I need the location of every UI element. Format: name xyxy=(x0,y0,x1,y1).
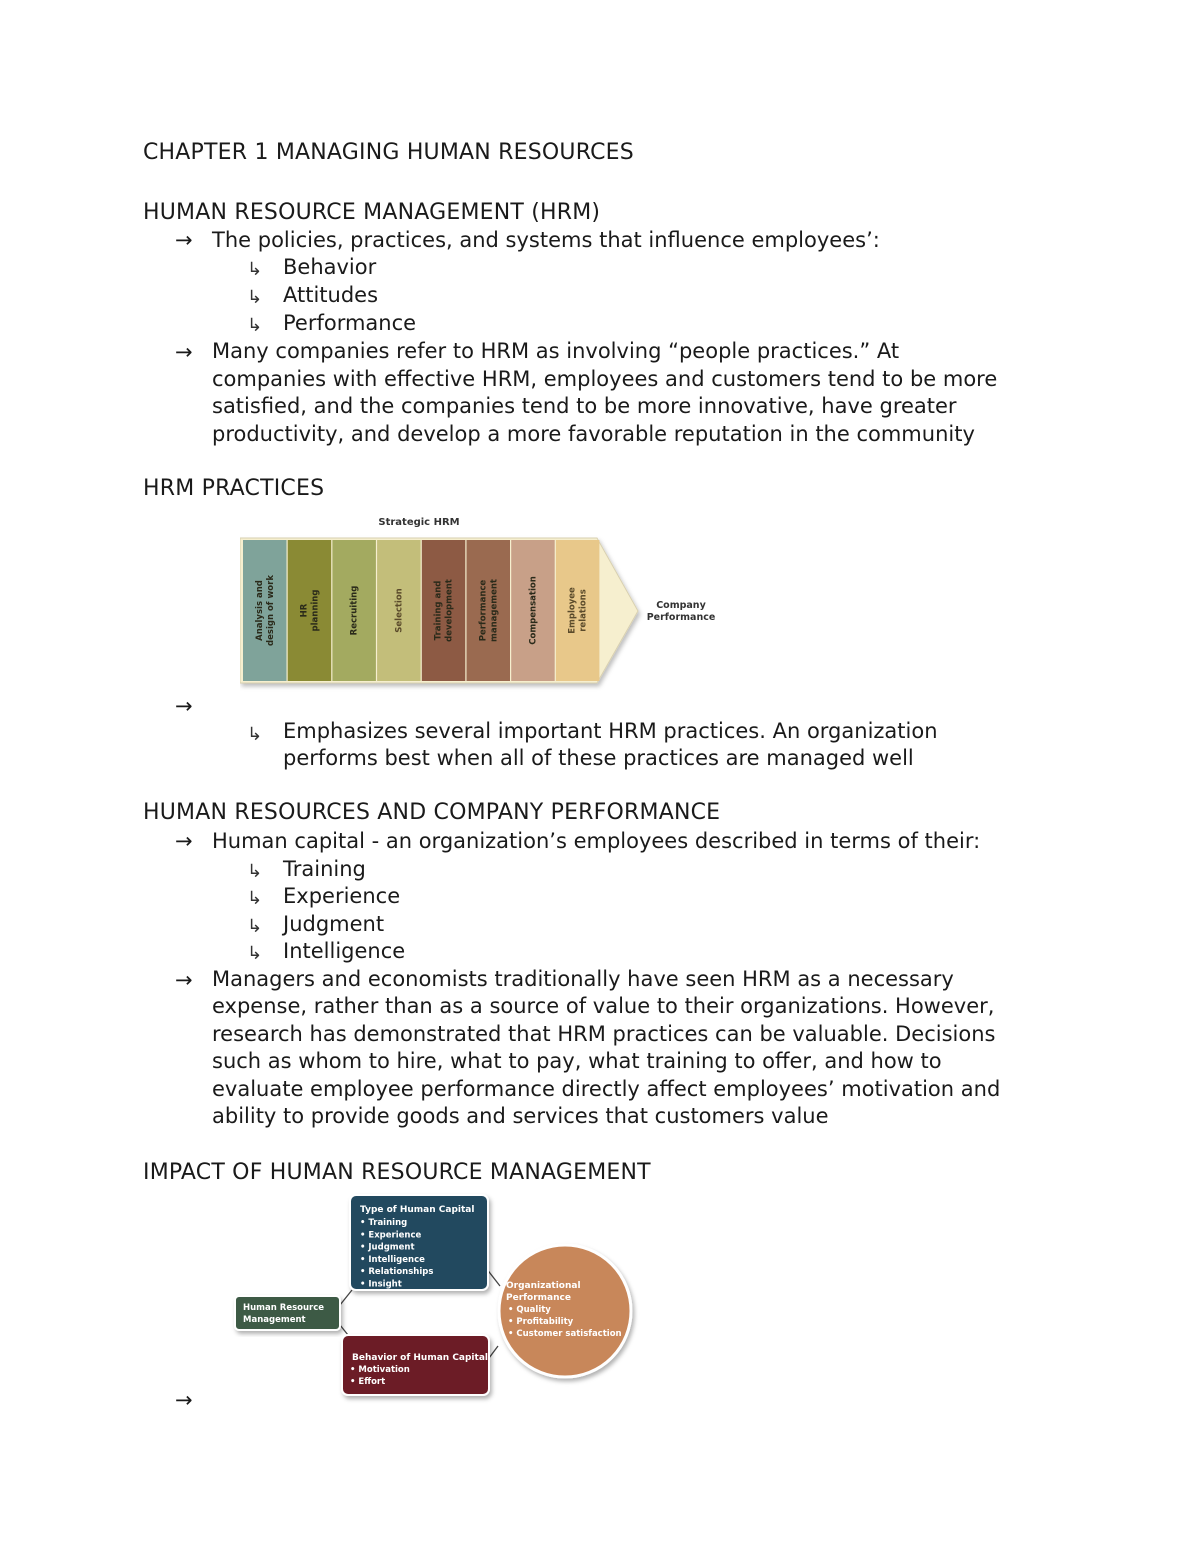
hrm-practice-label: design of work xyxy=(265,575,276,646)
hrm-practice-label: development xyxy=(444,579,455,642)
company-performance-sub-item: Intelligence xyxy=(283,939,406,963)
company-performance-point-2-line: research has demonstrated that HRM practices can be valuable. Decisions xyxy=(212,1022,996,1046)
arrow-bullet: → xyxy=(175,228,193,252)
hrm-practice-label: relations xyxy=(578,589,589,632)
sub-arrow-bullet: ↳ xyxy=(247,943,263,964)
company-performance-label: Company xyxy=(656,600,706,611)
figure-list-item: • Intelligence xyxy=(360,1254,425,1265)
hrm-practice-label: Performance xyxy=(478,579,489,642)
chapter-title: CHAPTER 1 MANAGING HUMAN RESOURCES xyxy=(143,140,634,165)
hrm-practice-label: Compensation xyxy=(528,576,539,645)
sub-arrow-bullet: ↳ xyxy=(247,916,263,937)
company-performance-point-2-line: such as whom to hire, what to pay, what training to offer, and how to xyxy=(212,1049,942,1073)
company-performance-sub-item: Experience xyxy=(283,884,401,908)
sub-arrow-bullet: ↳ xyxy=(247,287,263,308)
figure-list-item: • Quality xyxy=(508,1305,551,1315)
sub-arrow-bullet: ↳ xyxy=(247,259,263,280)
hrm-practice-label: HR xyxy=(299,603,310,618)
figure-list-item: • Motivation xyxy=(350,1365,410,1375)
company-performance-point-2-line: evaluate employee performance directly affect employees’ motivation and xyxy=(212,1077,1001,1101)
arrow-bullet: → xyxy=(175,968,193,992)
sub-arrow-bullet: ↳ xyxy=(247,315,263,336)
company-performance-sub-item: Training xyxy=(283,857,366,881)
hrm-point-2-line: productivity, and develop a more favorable reputation in the community xyxy=(212,422,975,446)
figure-list-item: • Effort xyxy=(350,1377,386,1387)
practices-sub-line: Emphasizes several important HRM practices. An organization xyxy=(283,719,938,743)
figure-list-item: • Experience xyxy=(360,1230,422,1241)
hrm-sub-item: Performance xyxy=(283,311,417,335)
arrow-bullet: → xyxy=(175,340,193,364)
strategic-hrm-figure xyxy=(240,510,740,695)
section-heading-hrm: HUMAN RESOURCE MANAGEMENT (HRM) xyxy=(143,200,601,225)
section-heading-practices: HRM PRACTICES xyxy=(143,476,325,501)
hrm-sub-item: Attitudes xyxy=(283,283,379,307)
figure-list-item: • Judgment xyxy=(360,1242,415,1253)
hrm-practice-column xyxy=(243,540,287,681)
hrm-practice-label: planning xyxy=(310,589,321,632)
hrm-point-2-line: satisfied, and the companies tend to be more innovative, have greater xyxy=(212,394,957,418)
arrow-bullet: → xyxy=(175,694,193,718)
impact-hrm-figure xyxy=(230,1190,640,1405)
practices-sub-line: performs best when all of these practices are managed well xyxy=(283,746,914,770)
figure-list-item: • Customer satisfaction xyxy=(508,1329,622,1339)
figure-list-item: • Training xyxy=(360,1218,408,1228)
arrow-bullet: → xyxy=(175,829,193,853)
hrm-sub-item: Behavior xyxy=(283,255,377,279)
hrm-practice-label: Employee xyxy=(567,587,578,634)
company-performance-point-2-line: Managers and economists traditionally have seen HRM as a necessary xyxy=(212,967,954,991)
company-performance-point-1: Human capital - an organization’s employees described in terms of their: xyxy=(212,829,981,853)
strategic-hrm-label: Strategic HRM xyxy=(378,517,460,528)
org-performance-heading: Performance xyxy=(506,1293,571,1303)
sub-arrow-bullet: ↳ xyxy=(247,861,263,882)
hrm-practice-label: Recruiting xyxy=(349,585,360,636)
figure-list-item: • Profitability xyxy=(508,1317,574,1327)
sub-arrow-bullet: ↳ xyxy=(247,888,263,909)
hrm-practice-label: Selection xyxy=(394,588,405,633)
sub-arrow-bullet: ↳ xyxy=(247,724,263,745)
section-heading-impact: IMPACT OF HUMAN RESOURCE MANAGEMENT xyxy=(143,1160,651,1185)
connector-line xyxy=(340,1290,352,1305)
hrm-point-1: The policies, practices, and systems that influence employees’: xyxy=(212,228,880,252)
figure-list-item: • Insight xyxy=(360,1279,402,1290)
hrm-practice-label: Analysis and xyxy=(254,580,265,641)
behavior-of-human-capital-heading: Behavior of Human Capital xyxy=(352,1353,488,1363)
company-performance-sub-item: Judgment xyxy=(283,912,385,936)
hrm-practice-label: Training and xyxy=(433,580,444,641)
figure-list-item: • Relationships xyxy=(360,1267,434,1278)
company-performance-point-2-line: ability to provide goods and services that customers value xyxy=(212,1104,829,1128)
hrm-practice-column xyxy=(467,540,511,681)
org-performance-heading: Organizational xyxy=(506,1281,581,1291)
hrm-practice-column xyxy=(288,540,332,681)
hrm-practice-label: management xyxy=(489,579,500,642)
company-performance-point-2-line: expense, rather than as a source of value to their organizations. However, xyxy=(212,994,995,1018)
hrm-point-2-line: Many companies refer to HRM as involving “people practices.” At xyxy=(212,339,900,363)
hrm-practice-column xyxy=(556,540,600,681)
type-of-human-capital-heading: Type of Human Capital xyxy=(360,1205,475,1215)
hrm-point-2-line: companies with effective HRM, employees and customers tend to be more xyxy=(212,367,998,391)
company-performance-label: Performance xyxy=(646,612,716,623)
hrm-box-label: Human Resource xyxy=(243,1303,325,1313)
arrow-bullet: → xyxy=(175,1388,193,1412)
hrm-box-label: Management xyxy=(243,1315,306,1325)
section-heading-company-performance: HUMAN RESOURCES AND COMPANY PERFORMANCE xyxy=(143,800,721,825)
